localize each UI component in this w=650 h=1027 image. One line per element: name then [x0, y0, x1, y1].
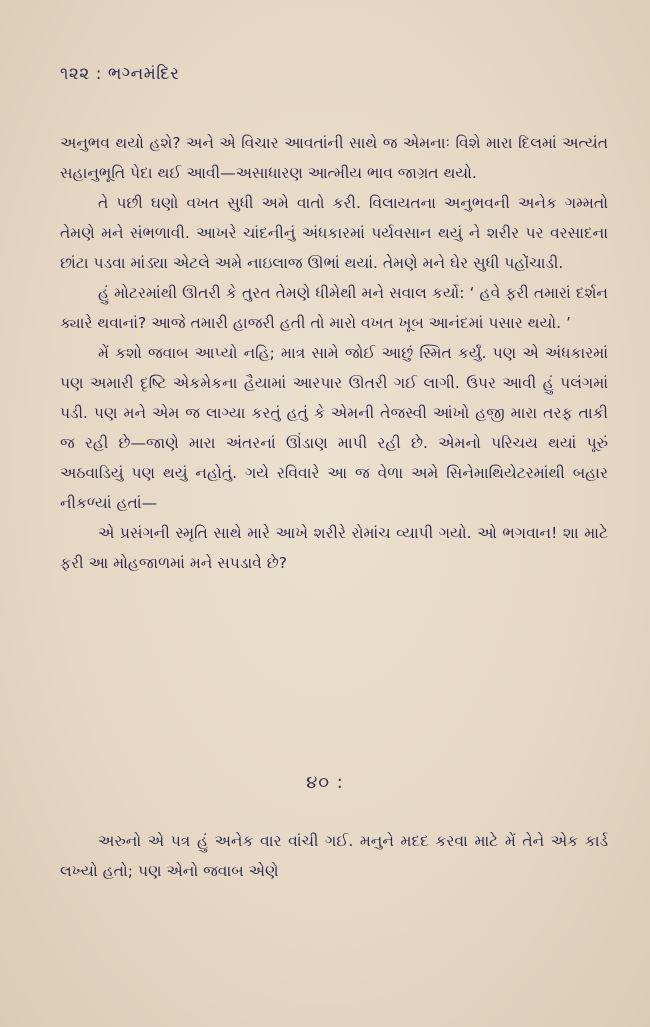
section-paragraph-1: અરુનો એ પત્ર હું અનેક વાર વાંચી ગઈ. મનુને મદદ કરવા માટે મેં તેને એક કાર્ડ લખ્યો હતો; પણ એનો જવાબ એણે [60, 832, 608, 880]
paragraph-5: એ પ્રસંગની સ્મૃતિ સાથે મારે આખે શરીરે રોમાંચ વ્યાપી ગયો. ઓ ભગવાન! શા માટે ફરી આ મોહજાળમાં મને સપડાવે છે? [60, 524, 608, 572]
body-text [60, 128, 608, 578]
running-head: ૧૨૨ : ભગ્નમંદિર [60, 64, 180, 84]
paragraph-1: અનુભવ થયો હશે? અને એ વિચાર આવતાંની સાથે જ એમનાઃ વિશે મારા દિલમાં અત્યંત સહાનુભૂતિ પેદા થઈ આવી—અસાધારણ આત્મીય ભાવ જાગ્રત થયો. [60, 134, 608, 182]
section-body-text [60, 826, 608, 886]
paragraph-2: તે પછી ઘણો વખત સુધી અમે વાતો કરી. વિલાયતના અનુભવની અનેક ગમ્મતો તેમણે મને સંભળાવી. આખરે ચાંદનીનું અંધકારમાં પર્યવસાન થયું ને શરીર પર વરસાદના છાંટા પડવા માંડ્યા એટલે અમે નાઇલાજ ઊભાં થયાં. તેમણે મને ઘેર સુધી પહોંચાડી. [60, 194, 608, 272]
section-number: ૪૦ : [306, 772, 344, 793]
paragraph-3: હું મોટરમાંથી ઊતરી કે તુરત તેમણે ધીમેથી મને સવાલ કર્યો: ‘ હવે ફરી તમારાં દર્શન ક્યારે થવાનાં? આજે તમારી હાજરી હતી તો મારો વખત ખૂબ આનંદમાં પસાર થયો. ’ [60, 284, 608, 332]
paragraph-4: મેં કશો જવાબ આપ્યો નહિ; માત્ર સામે જોઈ આછું સ્મિત કર્યું. પણ એ અંધકારમાં પણ અમારી દૃષ્ટિ એકમેકના હૈયામાં આરપાર ઊતરી ગઈ લાગી. ઉપર આવી હું પલંગમાં પડી. પણ મને એમ જ લાગ્યા કરતું હતું કે એમની તેજસ્વી આંખો હજી મારા તરફ તાકી જ રહી છે—જાણે મારા અંતરનાં ઊંડાણ માપી રહી છે. એમનો પરિચય થયાં પૂરું અઠવાડિયું પણ થયું નહોતું. ગયે રવિવારે આ જ વેળા અમે સિનેમાથિયેટરમાંથી બહાર નીકળ્યાં હતાં— [60, 344, 608, 512]
